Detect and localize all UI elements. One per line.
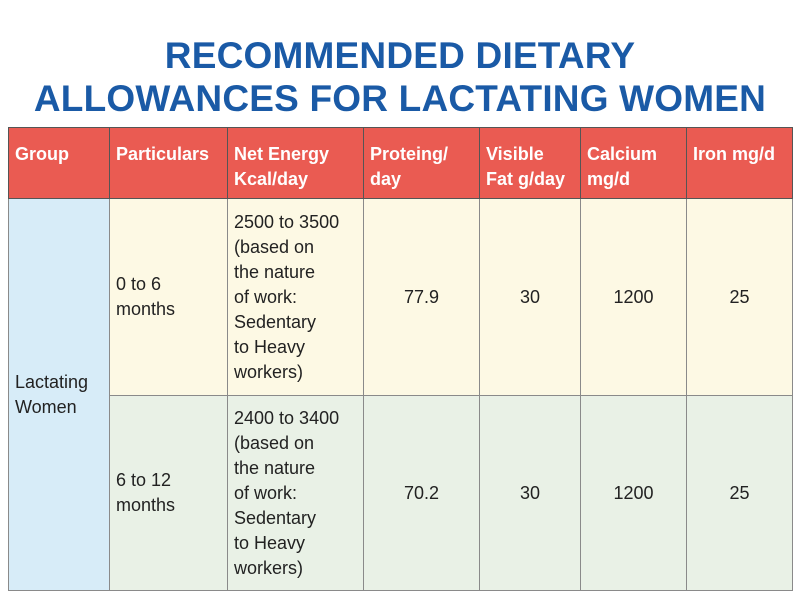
protein-cell: 77.9 bbox=[364, 199, 480, 396]
table-row bbox=[9, 199, 793, 396]
header-visible-fat: Visible Fat g/day bbox=[480, 128, 581, 199]
calcium-cell: 1200 bbox=[581, 396, 687, 591]
header-iron: Iron mg/d bbox=[687, 128, 793, 199]
net-energy-cell: 2500 to 3500 (based on the nature of work: Sedentary to Heavy workers) bbox=[228, 199, 364, 396]
particulars-cell: 0 to 6 months bbox=[110, 199, 228, 396]
rda-table bbox=[8, 127, 793, 591]
header-net-energy: Net Energy Kcal/day bbox=[228, 128, 364, 199]
visible-fat-cell: 30 bbox=[480, 396, 581, 591]
iron-cell: 25 bbox=[687, 199, 793, 396]
iron-cell: 25 bbox=[687, 396, 793, 591]
calcium-cell: 1200 bbox=[581, 199, 687, 396]
header-calcium: Calcium mg/d bbox=[581, 128, 687, 199]
protein-cell: 70.2 bbox=[364, 396, 480, 591]
header-group: Group bbox=[9, 128, 110, 199]
table-row bbox=[9, 396, 793, 591]
group-cell: Lactating Women bbox=[9, 199, 110, 591]
table-header-row bbox=[9, 128, 793, 199]
visible-fat-cell: 30 bbox=[480, 199, 581, 396]
net-energy-cell: 2400 to 3400 (based on the nature of work: Sedentary to Heavy workers) bbox=[228, 396, 364, 591]
header-particulars: Particulars bbox=[110, 128, 228, 199]
title-line-1: RECOMMENDED DIETARY bbox=[164, 35, 636, 76]
header-protein: Proteing/ day bbox=[364, 128, 480, 199]
page-title bbox=[0, 34, 800, 120]
title-line-2: ALLOWANCES FOR LACTATING WOMEN bbox=[33, 78, 767, 119]
particulars-cell: 6 to 12 months bbox=[110, 396, 228, 591]
